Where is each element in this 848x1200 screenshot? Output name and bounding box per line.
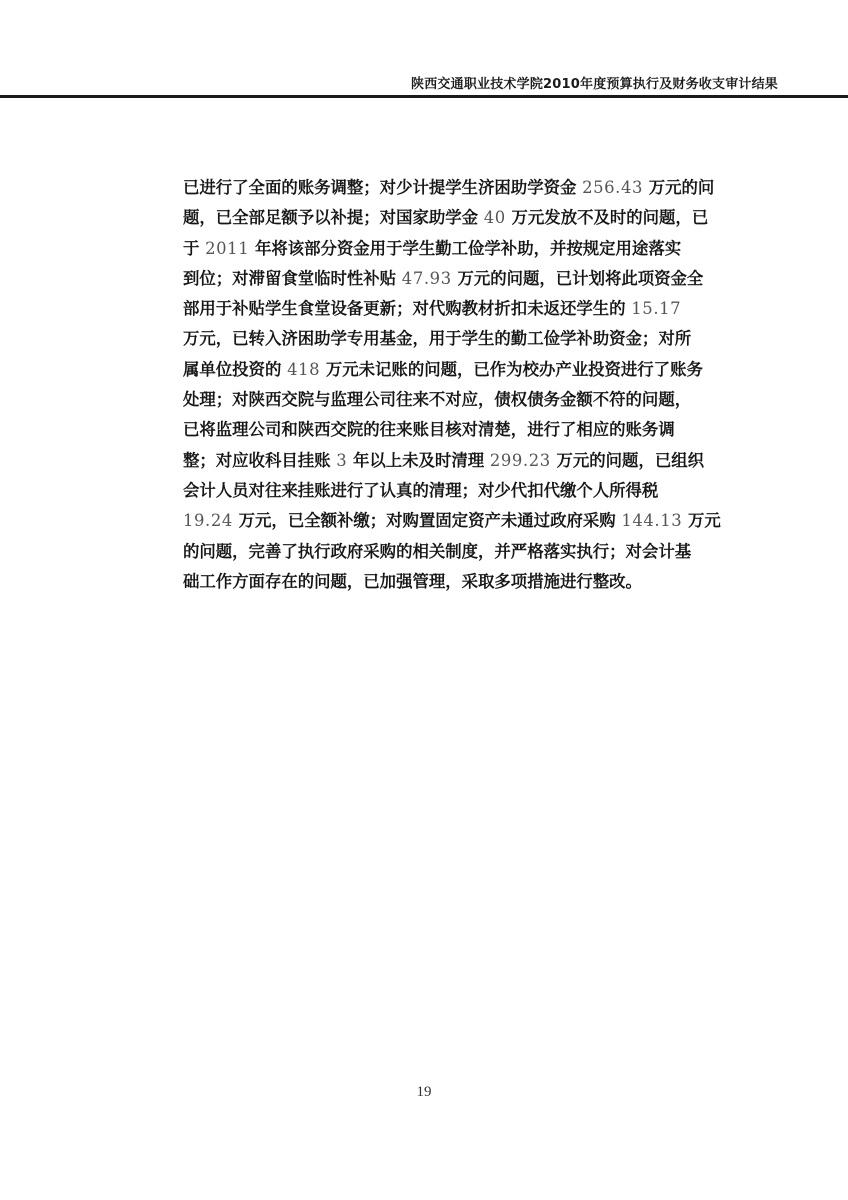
running-header-title: 陕西交通职业技术学院2010年度预算执行及财务收支审计结果	[411, 77, 778, 92]
paragraph-line: 础工作方面存在的问题，已加强管理，采取多项措施进行整改。	[183, 571, 642, 591]
paragraph-line: 19.24 万元，已全额补缴；对购置固定资产未通过政府采购 144.13 万元	[183, 511, 721, 531]
paragraph-line: 题，已全部足额予以补提；对国家助学金 40 万元发放不及时的问题，已	[183, 208, 709, 228]
paragraph-line: 属单位投资的 418 万元未记账的问题，已作为校办产业投资进行了账务	[183, 359, 703, 379]
page-number: 19	[416, 1084, 432, 1100]
paragraph-line: 到位；对滞留食堂临时性补贴 47.93 万元的问题，已计划将此项资金全	[183, 268, 704, 288]
paragraph-line: 部用于补贴学生食堂设备更新；对代购教材折扣未返还学生的 15.17	[183, 299, 682, 319]
paragraph-line: 整；对应收科目挂账 3 年以上未及时清理 299.23 万元的问题，已组织	[183, 450, 704, 470]
paragraph-line: 的问题，完善了执行政府采购的相关制度，并严格落实执行；对会计基	[183, 541, 692, 561]
paragraph-line: 万元，已转入济困助学专用基金，用于学生的勤工俭学补助资金；对所	[183, 329, 692, 349]
paragraph-line: 已将监理公司和陕西交院的往来账目核对清楚，进行了相应的账务调	[183, 420, 675, 440]
paragraph-line: 会计人员对往来挂账进行了认真的清理；对少代扣代缴个人所得税	[183, 480, 659, 500]
paragraph-line: 已进行了全面的账务调整；对少计提学生济困助学资金 256.43 万元的问	[183, 178, 715, 197]
paragraph-line: 于 2011 年将该部分资金用于学生勤工俭学补助，并按规定用途落实	[183, 238, 682, 258]
paragraph-line: 处理；对陕西交院与监理公司往来不对应，债权债务金额不符的问题，	[183, 390, 692, 410]
header-divider	[0, 95, 848, 98]
body-paragraph	[183, 173, 753, 597]
